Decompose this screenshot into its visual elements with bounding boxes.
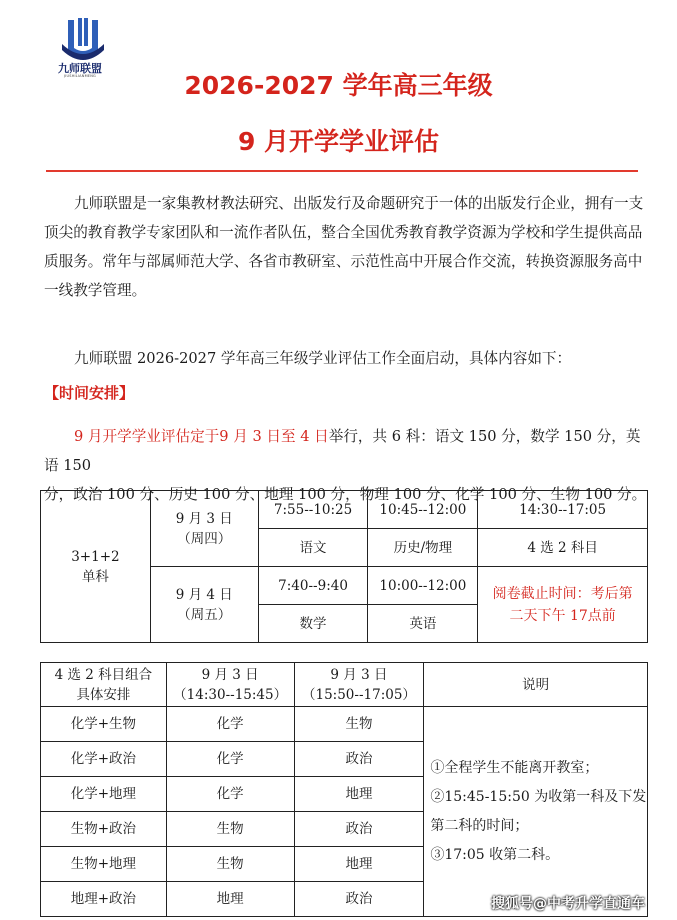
first-subject-cell: 生物 bbox=[166, 812, 294, 847]
header-combo-line-1: 4 选 2 科目组合 bbox=[54, 666, 153, 683]
first-subject-cell: 化学 bbox=[166, 707, 294, 742]
second-subject-cell: 政治 bbox=[294, 812, 424, 847]
header-second-line-1: 9 月 3 日 bbox=[330, 666, 388, 683]
combo-cell: 地理+政治 bbox=[41, 882, 167, 917]
second-subject-cell: 生物 bbox=[294, 707, 424, 742]
logo-subtext: JIUSHILIANMENG bbox=[64, 74, 96, 78]
day1-time-3: 14:30--17:05 bbox=[478, 491, 648, 529]
table-row bbox=[41, 491, 648, 529]
watermark: 搜狐号@中考升学直通车 bbox=[491, 896, 645, 912]
elective-table bbox=[40, 662, 648, 917]
combo-cell: 生物+政治 bbox=[41, 812, 167, 847]
day1-subject-1: 语文 bbox=[258, 529, 368, 567]
header-first bbox=[166, 663, 294, 707]
first-subject-cell: 地理 bbox=[166, 882, 294, 917]
day2-time-2: 10:00--12:00 bbox=[368, 567, 478, 605]
intro-line-2: 顶尖的教育教学专家团队和一流作者队伍，整合全国优秀教育教学资源为学校和学生提供高品 bbox=[44, 224, 643, 241]
intro-line-4: 一线教学管理。 bbox=[44, 282, 147, 299]
deadline-line-1: 阅卷截止时间：考后第 bbox=[492, 585, 633, 602]
combo-cell: 化学+政治 bbox=[41, 742, 167, 777]
combo-cell: 化学+生物 bbox=[41, 707, 167, 742]
second-subject-cell: 地理 bbox=[294, 777, 424, 812]
header-second-line-2: （15:50--17:05） bbox=[301, 686, 416, 703]
header-first-line-2: （14:30--15:45） bbox=[173, 686, 288, 703]
exam-mode-line-2: 单科 bbox=[81, 568, 109, 585]
day1-time-2: 10:45--12:00 bbox=[368, 491, 478, 529]
day1-cell bbox=[150, 491, 258, 567]
day2-time-1: 7:40--9:40 bbox=[258, 567, 368, 605]
day1-week: （周四） bbox=[177, 530, 232, 547]
day2-cell bbox=[150, 567, 258, 643]
title-divider bbox=[46, 170, 638, 172]
day2-subject-1: 数学 bbox=[258, 605, 368, 643]
note-4: ③17:05 收第二科。 bbox=[430, 846, 560, 863]
header-combo bbox=[41, 663, 167, 707]
schedule-dates: 9 月 3 日至 4 日 bbox=[219, 428, 329, 445]
day1-subject-2: 历史/物理 bbox=[368, 529, 478, 567]
notes-cell bbox=[424, 707, 648, 917]
note-3: 第二科的时间； bbox=[430, 817, 529, 834]
page-title: 2026-2027 学年高三年级 bbox=[184, 71, 493, 100]
deadline-note bbox=[478, 567, 648, 643]
note-1: ①全程学生不能离开教室； bbox=[430, 759, 599, 776]
intro-line-3: 质服务。常年与部属师范大学、各省市教研室、示范性高中开展合作交流，转换资源服务高中 bbox=[44, 253, 643, 270]
schedule-text-c: 举行，共 6 科：语文 150 分，数学 150 分，英语 150 bbox=[44, 428, 641, 474]
first-subject-cell: 生物 bbox=[166, 847, 294, 882]
table-row bbox=[41, 707, 648, 742]
header-second bbox=[294, 663, 424, 707]
table-header-row bbox=[41, 663, 648, 707]
header-notes: 说明 bbox=[424, 663, 648, 707]
day2-week: （周五） bbox=[177, 606, 232, 623]
exam-mode-cell bbox=[41, 491, 151, 643]
exam-mode-line-1: 3+1+2 bbox=[71, 548, 120, 565]
schedule-text-d: 分，政治 100 分、历史 100 分、地理 100 分，物理 100 分、化学 100 分、生物 100 分。 bbox=[44, 486, 647, 503]
combo-cell: 生物+地理 bbox=[41, 847, 167, 882]
first-subject-cell: 化学 bbox=[166, 742, 294, 777]
intro-line-1: 九师联盟是一家集教材教法研究、出版发行及命题研究于一体的出版发行企业，拥有一支 bbox=[74, 195, 644, 212]
combo-cell: 化学+地理 bbox=[41, 777, 167, 812]
header-combo-line-2: 具体安排 bbox=[76, 686, 131, 703]
page-subtitle: 9 月开学学业评估 bbox=[237, 127, 440, 156]
day1-subject-3: 4 选 2 科目 bbox=[478, 529, 648, 567]
second-subject-cell: 政治 bbox=[294, 742, 424, 777]
logo-name: 九师联盟 bbox=[58, 62, 102, 75]
note-2: ②15:45-15:50 为收第一科及下发 bbox=[430, 788, 647, 805]
day2-date: 9 月 4 日 bbox=[175, 586, 233, 603]
day2-subject-2: 英语 bbox=[368, 605, 478, 643]
schedule-text-a: 9 月开学学业评估定于 bbox=[74, 428, 220, 445]
second-subject-cell: 地理 bbox=[294, 847, 424, 882]
section-title: 【时间安排】 bbox=[44, 384, 135, 402]
announce-paragraph bbox=[44, 344, 650, 373]
second-subject-cell: 政治 bbox=[294, 882, 424, 917]
day1-date: 9 月 3 日 bbox=[175, 510, 233, 527]
header-first-line-1: 9 月 3 日 bbox=[201, 666, 259, 683]
intro-paragraph bbox=[44, 189, 650, 305]
announce-text: 九师联盟 2026-2027 学年高三年级学业评估工作全面启动，具体内容如下： bbox=[74, 350, 572, 367]
first-subject-cell: 化学 bbox=[166, 777, 294, 812]
schedule-table bbox=[40, 490, 648, 643]
deadline-line-2: 二天下午 17点前 bbox=[509, 607, 616, 624]
day1-time-1: 7:55--10:25 bbox=[258, 491, 368, 529]
